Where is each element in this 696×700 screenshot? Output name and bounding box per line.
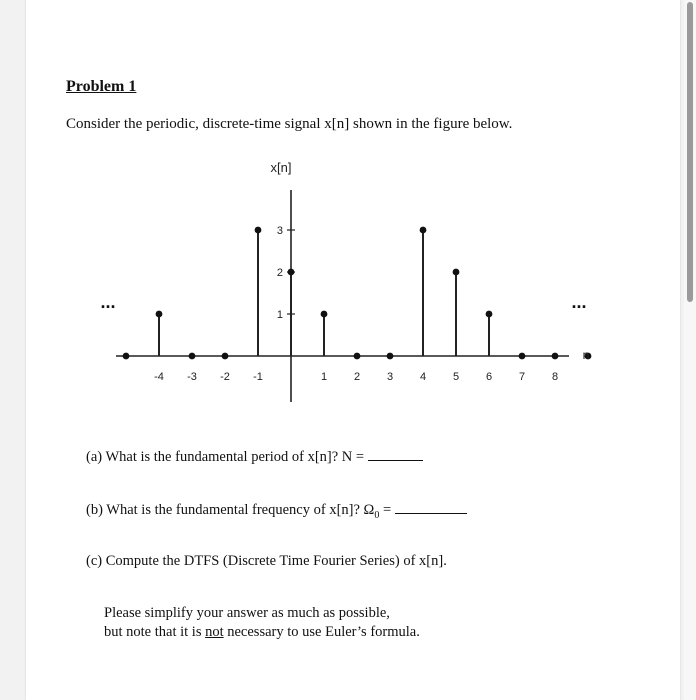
stem-point — [387, 353, 394, 360]
question-b-equals: = — [379, 502, 395, 518]
stem-point — [519, 353, 526, 360]
x-tick-label: -4 — [154, 371, 164, 383]
x-tick-label: -3 — [187, 371, 197, 383]
stem-point — [321, 311, 328, 318]
answer-blank-a[interactable] — [368, 448, 423, 461]
x-tick-label: 1 — [320, 371, 328, 383]
y-axis-label: x[n] — [270, 160, 292, 175]
stem-point — [453, 269, 460, 276]
stem-point — [552, 353, 559, 360]
question-c: (c) Compute the DTFS (Discrete Time Fourier Series) of x[n]. — [86, 553, 447, 569]
stem-point — [222, 353, 229, 360]
signal-figure — [64, 150, 604, 415]
x-tick-label: -2 — [220, 371, 230, 383]
x-tick-label: 6 — [485, 371, 493, 383]
note-line-2-pre: but note that it is — [104, 624, 206, 640]
right-ellipsis: ... — [571, 292, 587, 312]
answer-blank-b[interactable] — [395, 501, 467, 514]
x-axis-label: n — [582, 348, 590, 362]
omega-subscript: 0 — [374, 509, 380, 521]
problem-intro: Consider the periodic, discrete-time signal x[n] shown in the figure below. — [66, 116, 513, 132]
stem-point — [288, 269, 295, 276]
question-b — [86, 501, 467, 521]
question-b-text: (b) What is the fundamental frequency of x[n]? Ω — [86, 502, 375, 518]
note-line-2-post: necessary to use Euler’s formula. — [223, 624, 420, 640]
x-tick-label: 5 — [452, 371, 460, 383]
y-tick-label: 3 — [276, 225, 283, 237]
x-tick-label: -1 — [253, 371, 263, 383]
stem-plot — [64, 150, 604, 410]
x-tick-label: 8 — [551, 371, 559, 383]
stem-point — [420, 227, 427, 234]
question-a-text: (a) What is the fundamental period of x[n]? N = — [86, 449, 368, 465]
y-tick-label: 2 — [276, 267, 283, 279]
x-tick-label: 2 — [353, 371, 361, 383]
question-a — [86, 448, 423, 466]
scrollbar[interactable] — [684, 0, 696, 700]
stem-point — [354, 353, 361, 360]
note-line-2 — [104, 624, 420, 641]
note-line-1: Please simplify your answer as much as possible, — [104, 605, 390, 621]
y-tick-label: 1 — [276, 309, 283, 321]
problem-title: Problem 1 — [66, 78, 137, 95]
stem-point — [156, 311, 163, 318]
x-tick-label: 3 — [386, 371, 394, 383]
stem-point — [255, 227, 262, 234]
scrollbar-thumb[interactable] — [687, 2, 693, 302]
stem-point — [123, 353, 130, 360]
note-not-underlined: not — [205, 624, 224, 640]
x-tick-label: 4 — [419, 371, 427, 383]
stem-point — [486, 311, 493, 318]
left-ellipsis: ... — [100, 292, 116, 312]
stem-point — [189, 353, 196, 360]
x-tick-label: 7 — [518, 371, 526, 383]
